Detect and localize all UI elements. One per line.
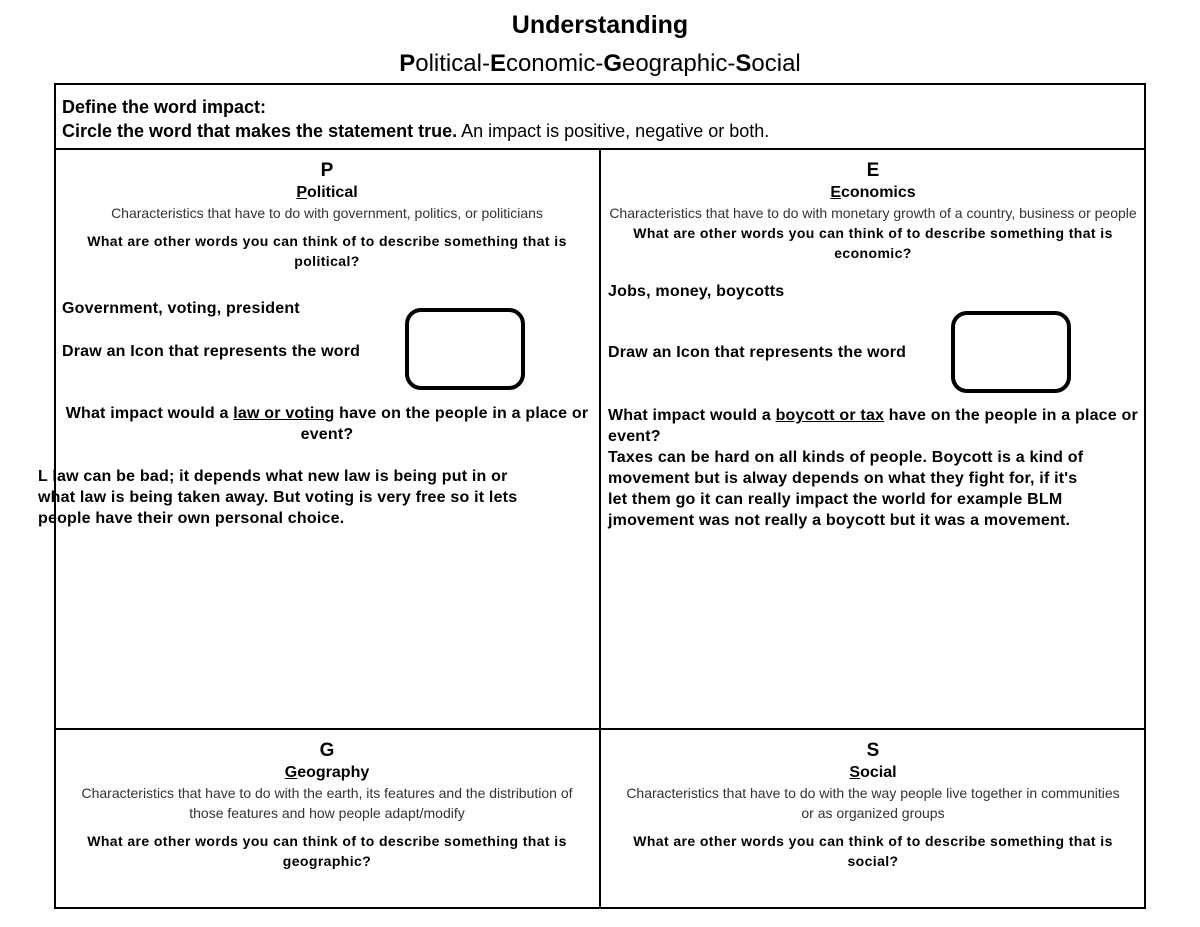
geography-heading-initial: G [284,764,298,781]
economics-impact-pre: What impact would a [608,407,776,424]
subtitle-rest-e: conomic- [505,50,604,77]
political-impact-post: have on the people in a place or event? [300,405,589,443]
political-draw-prompt: Draw an Icon that represents the word [62,343,361,360]
economics-impact-answer-line: movement but is alway depends on what they fight for, if it's [608,470,1078,487]
economics-heading [607,183,1139,203]
define-impact-prompt: Define the word impact: [62,97,267,117]
geography-definition: Characteristics that have to do with the earth, its features and the distribution of those features and how people adapt/modify [81,785,573,821]
geography-question: What are other words you can think of to describe something that is geographic? [87,833,567,869]
political-impact-answer-line: L law can be bad; it depends what new law is being put in or [38,468,508,485]
economics-impact-answer-line: let them go it can really impact the world for example BLM [608,491,1063,508]
economics-draw-prompt: Draw an Icon that represents the word [608,344,907,361]
social-cell [607,739,1139,871]
political-heading [62,183,592,203]
economics-impact-answer-line: Taxes can be hard on all kinds of people. Boycott is a kind of [608,449,1084,466]
political-definition: Characteristics that have to do with government, politics, or politicians [111,205,543,221]
social-definition: Characteristics that have to do with the way people live together in communities or as organized groups [626,785,1120,821]
economics-impact-post: have on the people in a place or event? [608,407,1138,445]
geography-heading [62,763,592,783]
economics-impact-answer[interactable] [608,447,1083,531]
subtitle-rest-s: ocial [751,50,801,77]
social-letter: S [866,740,880,761]
political-heading-initial: P [296,184,307,201]
impact-instructions [62,95,1138,143]
political-words-answer[interactable]: Government, voting, president [62,300,300,317]
political-letter: P [320,160,334,181]
political-question: What are other words you can think of to describe something that is political? [87,233,567,269]
column-divider [599,149,601,909]
social-heading-rest: ocial [860,764,897,781]
social-heading-initial: S [849,764,861,781]
economics-letter: E [866,160,880,181]
economics-icon-box[interactable] [951,311,1071,393]
political-icon-box[interactable] [405,308,525,390]
political-impact-answer-line: what law is being taken away. But voting is very free so it lets [38,489,518,506]
economics-heading-initial: E [830,184,841,201]
political-impact-term: law or voting [233,405,335,422]
political-impact-question [62,403,592,445]
subtitle-rest-p: olitical- [415,50,490,77]
subtitle-initial-g: G [603,50,622,77]
political-impact-pre: What impact would a [65,405,234,422]
geography-cell [62,739,592,871]
economics-words-answer[interactable]: Jobs, money, boycotts [608,283,785,300]
page-title: Understanding [511,11,689,39]
political-impact-answer-line: people have their own personal choice. [38,510,345,527]
social-question: What are other words you can think of to describe something that is social? [633,833,1113,869]
economics-heading-rest: conomics [840,184,916,201]
political-cell [62,159,592,271]
political-impact-answer[interactable] [38,466,517,529]
impact-options-text: An impact is positive, negative or both. [457,121,770,141]
subtitle-initial-p: P [399,50,416,77]
economics-impact-question [608,405,1138,447]
economics-impact-answer-line: jmovement was not really a boycott but it was a movement. [608,512,1071,529]
political-heading-rest: olitical [306,184,358,201]
economics-impact-term: boycott or tax [775,407,885,424]
circle-word-instruction: Circle the word that makes the statement true. [62,121,458,141]
subtitle-rest-g: eographic- [621,50,736,77]
economics-question: What are other words you can think of to describe something that is economic? [633,225,1113,261]
geography-letter: G [319,740,335,761]
social-heading [607,763,1139,783]
geography-heading-rest: eography [297,764,370,781]
subtitle-initial-s: S [735,50,752,77]
economics-cell [607,159,1139,263]
economics-definition: Characteristics that have to do with monetary growth of a country, business or people [609,205,1137,221]
subtitle-initial-e: E [489,50,506,77]
page-subtitle [0,50,1200,78]
